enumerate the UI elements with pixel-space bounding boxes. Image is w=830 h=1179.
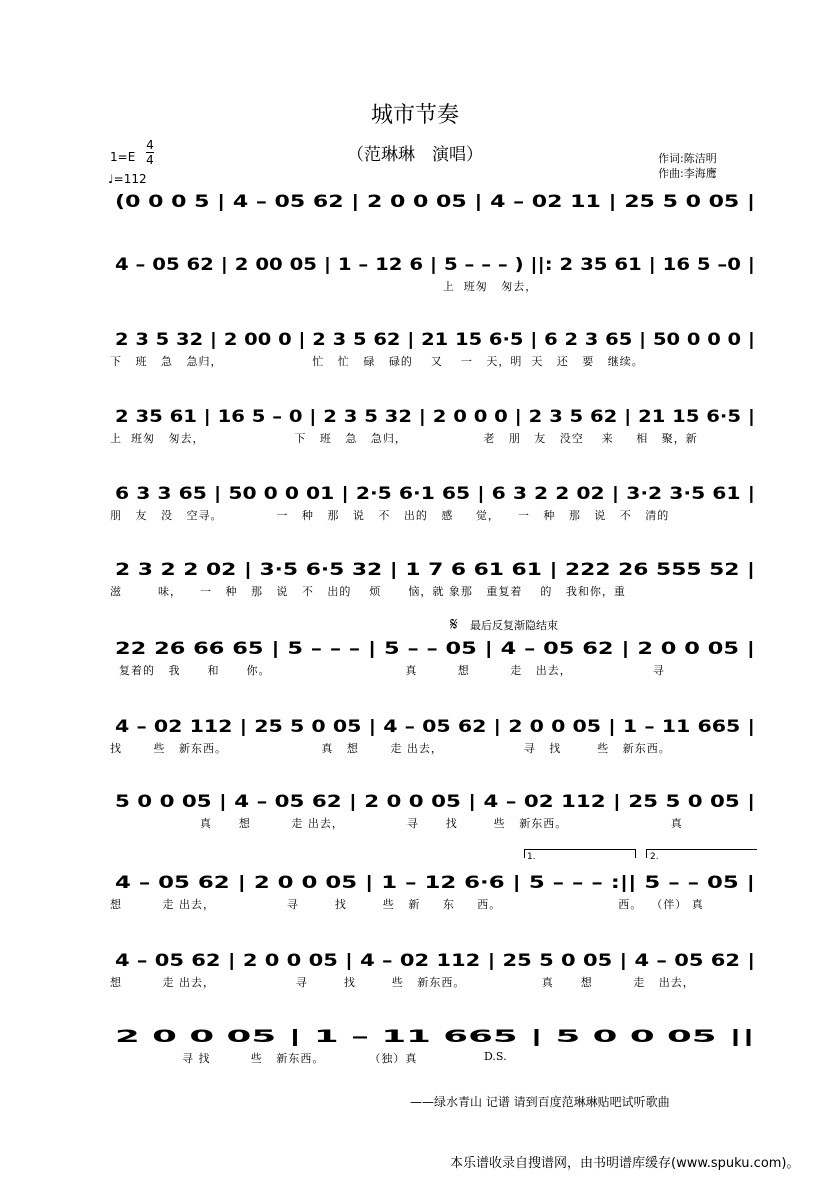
lyrics-line: 上 班匆 匆去，	[110, 280, 538, 293]
volta-2: 2.	[650, 852, 659, 862]
notation-line	[110, 785, 760, 815]
score-row	[110, 710, 760, 770]
lyrics-line: 想 走 出去， 寻 找 些 新 东 西。 西。 （伴） 真	[110, 898, 704, 911]
notation-line	[110, 866, 760, 896]
jianpu-notes: 4 – 05 62 | 2 0 0 05 | 4 – 02 112 | 25 5 0 05 | 4 – 05 62 |	[115, 951, 755, 971]
tempo-value: =112	[113, 172, 147, 186]
lyrics-line: 下 班 急 急归， 忙 忙 碌 碌的 又 一 天，明 天 还 要 继续。	[110, 355, 644, 368]
score-row	[110, 323, 760, 383]
jianpu-notes: 2 0 0 05 | 1 – 11 665 | 5 0 0 05 ||	[115, 1027, 755, 1047]
composer-credit: 作曲:李海鹰	[658, 167, 717, 180]
song-subtitle: （范琳琳 演唱）	[347, 145, 483, 165]
lyrics-line: 上 班匆 匆去， 下 班 急 急归， 老 朋 友 没空 来 相 聚，新	[110, 432, 698, 445]
score-row	[110, 553, 760, 613]
score-row	[110, 400, 760, 460]
quarter-note-icon: ♩	[108, 172, 114, 186]
segno-icon: 𝄋	[450, 614, 458, 635]
notation-line	[110, 400, 760, 430]
volta-1: 1.	[527, 852, 536, 862]
jianpu-notes: 22 26 66 65 | 5 – – – | 5 – – 05 | 4 – 05 62 | 2 0 0 05 |	[115, 639, 755, 659]
jianpu-notes: 5 0 0 05 | 4 – 05 62 | 2 0 0 05 | 4 – 02 112 | 25 5 0 05 |	[115, 792, 755, 812]
segno-instruction: 最后反复渐隐结束	[470, 619, 558, 632]
notation-line	[110, 632, 760, 662]
lyrics-line: 找 些 新东西。 真 想 走 出去， 寻 找 些 新东西。	[110, 742, 671, 755]
jianpu-notes: 4 – 05 62 | 2 0 0 05 | 1 – 12 6·6 | 5 – – – :|| 5 – – 05 |	[115, 873, 755, 893]
score-row	[110, 785, 760, 845]
dal-segno-mark: D.S.	[484, 1050, 507, 1063]
score-row	[110, 477, 760, 537]
volta-2-bracket	[646, 849, 757, 858]
jianpu-notes: 2 35 61 | 16 5 – 0 | 2 3 5 32 | 2 0 0 0 | 2 3 5 62 | 21 15 6·5 |	[115, 407, 755, 427]
jianpu-notes: 4 – 05 62 | 2 00 05 | 1 – 12 6 | 5 – – – ) ||: 2 35 61 | 16 5 –0 |	[115, 255, 755, 275]
score-row	[110, 248, 760, 308]
lyrics-line: 想 走 出去， 寻 找 些 新东西。 真 想 走 出去，	[110, 976, 695, 989]
jianpu-notes: (0 0 0 5 | 4 – 05 62 | 2 0 0 05 | 4 – 02 11 | 25 5 0 05 |	[115, 192, 755, 212]
score-row	[110, 866, 760, 926]
source-note: 本乐谱收录自搜谱网，由书明谱库缓存(www.spuku.com)。	[450, 1156, 800, 1171]
key-signature: 1=E	[110, 150, 136, 164]
time-signature	[146, 138, 154, 167]
jianpu-notes: 2 3 2 2 02 | 3·5 6·5 32 | 1 7 6 61 61 | 222 26 555 52 |	[115, 560, 755, 580]
lyrics-line: 寻 找 些 新东西。 （独）真	[110, 1052, 418, 1065]
jianpu-notes: 4 – 02 112 | 25 5 0 05 | 4 – 05 62 | 2 0 0 05 | 1 – 11 665 |	[115, 717, 755, 737]
lyrics-line: 真 想 走 出去， 寻 找 些 新东西。 真	[110, 817, 683, 830]
notation-line	[110, 553, 760, 583]
jianpu-notes: 6 3 3 65 | 50 0 0 01 | 2·5 6·1 65 | 6 3 2 2 02 | 3·2 3·5 61 |	[115, 484, 755, 504]
notation-line	[110, 248, 760, 278]
score-row	[110, 632, 760, 692]
recorder-credit: ——绿水青山 记谱 请到百度范琳琳贴吧试听歌曲	[410, 1095, 670, 1109]
notation-line	[110, 1020, 760, 1050]
notation-line	[110, 710, 760, 740]
lyrics-line: 复着的 我 和 你。 真 想 走 出去， 寻	[110, 664, 665, 677]
lyricist-credit: 作词:陈洁明	[658, 152, 717, 165]
lyrics-line: 朋 友 没 空寻。 一 种 那 说 不 出的 感 觉， 一 种 那 说 不 清的	[110, 509, 670, 522]
time-signature-bottom: 4	[146, 153, 154, 167]
notation-line	[110, 477, 760, 507]
song-title: 城市节奏	[370, 103, 459, 128]
notation-line	[110, 323, 760, 353]
volta-1-bracket	[524, 849, 636, 858]
time-signature-top: 4	[146, 138, 154, 152]
lyrics-line: 滋 味， 一 种 那 说 不 出的 烦 恼，就 象那 重复着 的 我和你，重	[110, 585, 626, 598]
score-row	[110, 1020, 760, 1080]
notation-line	[110, 185, 760, 215]
score-row	[110, 944, 760, 1004]
score-row	[110, 185, 760, 245]
notation-line	[110, 944, 760, 974]
tempo-marking	[108, 172, 147, 186]
jianpu-notes: 2 3 5 32 | 2 00 0 | 2 3 5 62 | 21 15 6·5 | 6 2 3 65 | 50 0 0 0 |	[115, 330, 755, 350]
